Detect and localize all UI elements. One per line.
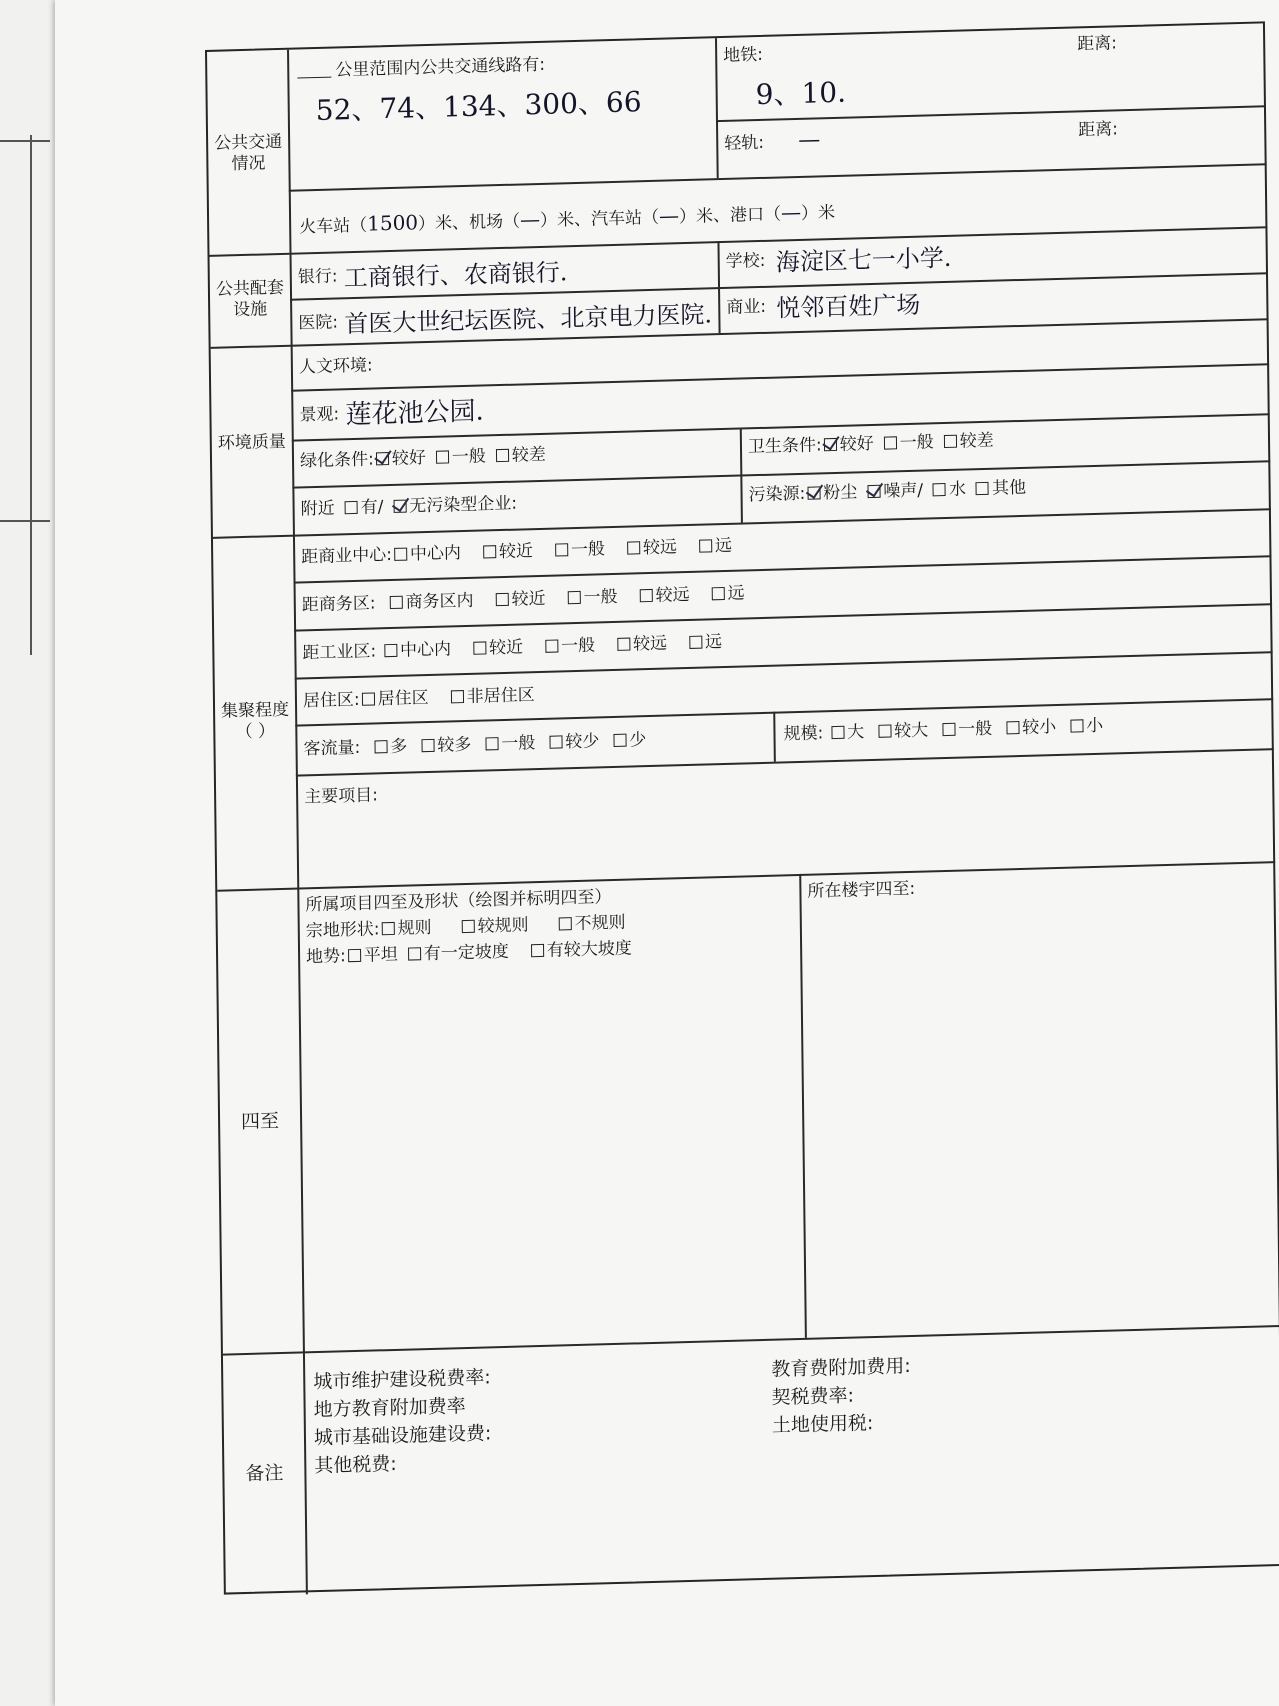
- hygiene-checkbox-average[interactable]: [884, 436, 897, 449]
- nearby-checkbox-has[interactable]: [345, 501, 358, 514]
- industrial-checkbox-0[interactable]: [384, 644, 397, 657]
- nearby-checkbox-none[interactable]: [393, 500, 406, 513]
- facilities-section-label: 公共配套 设施: [215, 277, 285, 321]
- hygiene-checkbox-good[interactable]: [824, 438, 837, 451]
- subway-value[interactable]: 9、10.: [755, 75, 847, 112]
- industrial-checkbox-1[interactable]: [473, 641, 486, 654]
- business-center-checkbox-3[interactable]: [627, 541, 640, 554]
- airport-distance-value[interactable]: —: [519, 206, 541, 232]
- project-boundaries-title: 所属项目四至及形状（绘图并标明四至）: [305, 887, 612, 916]
- remark-left-3: 其他税费:: [314, 1452, 397, 1478]
- school-value[interactable]: 海淀区七一小学.: [775, 243, 952, 277]
- residential-checkbox-no[interactable]: [451, 690, 464, 703]
- remark-right-1: 契税费率:: [771, 1384, 855, 1409]
- scale-row: 规模: 大 较大 一般 较小 小: [783, 715, 1104, 745]
- nearby-row: 附近 有/ 无污染型企业:: [300, 493, 518, 520]
- commerce-value[interactable]: 悦邻百姓广场: [776, 290, 921, 323]
- light-rail-label: 轻轨:: [724, 132, 765, 154]
- bank-label: 银行:: [297, 266, 338, 288]
- scale-checkbox-0[interactable]: [831, 726, 844, 739]
- residential-checkbox-yes[interactable]: [362, 692, 375, 705]
- bank-value[interactable]: 工商银行、农商银行.: [343, 258, 568, 293]
- industrial-checkbox-4[interactable]: [689, 636, 702, 649]
- residential-row: 居住区: 居住区 非居住区: [302, 685, 535, 712]
- pollution-checkbox-noise[interactable]: [867, 485, 880, 498]
- hospital-label: 医院:: [298, 312, 339, 334]
- plot-shape-row: 宗地形状: 规则 较规则 不规则: [305, 912, 626, 942]
- business-district-checkbox-1[interactable]: [495, 593, 508, 606]
- greening-checkbox-good[interactable]: [376, 452, 389, 465]
- hygiene-row: 卫生条件: 较好 一般 较差: [747, 430, 994, 458]
- business-district-checkbox-2[interactable]: [567, 591, 580, 604]
- light-rail-value[interactable]: —: [798, 127, 821, 153]
- scale-checkbox-3[interactable]: [1006, 721, 1019, 734]
- train-distance-value[interactable]: 1500: [367, 210, 419, 236]
- bus-station-distance-value[interactable]: —: [658, 203, 680, 228]
- culture-label: 人文环境:: [298, 355, 373, 378]
- traffic-checkbox-0[interactable]: [374, 740, 387, 753]
- school-label: 学校:: [725, 250, 766, 272]
- main-projects-label: 主要项目:: [304, 785, 379, 808]
- business-center-checkbox-2[interactable]: [555, 543, 568, 556]
- industrial-row: 距工业区: 中心内 较近 一般 较远 远: [302, 632, 723, 664]
- routes-value[interactable]: 52、74、134、300、66: [315, 85, 642, 128]
- terrain-row: 地势: 平坦 有一定坡度 有较大坡度: [305, 938, 632, 968]
- agglomeration-section-label: 集聚程度 （ ）: [220, 699, 290, 743]
- stations-line: 火车站（1500）米、机场（—）米、汽车站（—）米、港口（—）米: [299, 199, 836, 238]
- scenery-value[interactable]: 莲花池公园.: [345, 396, 484, 431]
- remark-left-2: 城市基础设施建设费:: [313, 1422, 492, 1450]
- terrain-checkbox-slight-slope[interactable]: [408, 947, 421, 960]
- building-boundaries-label: 所在楼宇四至:: [807, 878, 916, 902]
- business-district-row: 距商务区: 商务区内 较近 一般 较远 远: [301, 583, 745, 616]
- greening-row: 绿化条件: 较好 一般 较差: [299, 444, 546, 472]
- terrain-checkbox-steep-slope[interactable]: [531, 944, 544, 957]
- transport-section-label: 公共交通 情况: [214, 131, 283, 175]
- shape-checkbox-irregular[interactable]: [558, 917, 571, 930]
- business-center-row: 距商业中心: 中心内 较近 一般 较远 远: [301, 535, 733, 568]
- hygiene-checkbox-poor[interactable]: [944, 435, 957, 448]
- remark-right-2: 土地使用税:: [771, 1412, 874, 1437]
- pollution-checkbox-other[interactable]: [976, 482, 989, 495]
- boundaries-section-label: 四至: [240, 1110, 280, 1134]
- greening-checkbox-poor[interactable]: [496, 449, 509, 462]
- commerce-label: 商业:: [726, 296, 767, 318]
- greening-checkbox-average[interactable]: [436, 450, 449, 463]
- pollution-row: 污染源: 粉尘 噪声/ 水 其他: [748, 477, 1027, 506]
- shape-checkbox-regular[interactable]: [381, 922, 394, 935]
- routes-label: 公里范围内公共交通线路有:: [297, 55, 545, 82]
- pollution-checkbox-water[interactable]: [933, 483, 946, 496]
- scale-checkbox-2[interactable]: [942, 723, 955, 736]
- distance-label-light-rail: 距离:: [1078, 119, 1119, 141]
- remark-right-0: 教育费附加费用:: [771, 1355, 911, 1381]
- business-district-checkbox-0[interactable]: [389, 596, 402, 609]
- remarks-section-label: 备注: [245, 1461, 284, 1486]
- traffic-checkbox-2[interactable]: [485, 737, 498, 750]
- traffic-checkbox-1[interactable]: [421, 739, 434, 752]
- shape-checkbox-fairly-regular[interactable]: [461, 920, 474, 933]
- scale-checkbox-4[interactable]: [1070, 719, 1083, 732]
- scale-checkbox-1[interactable]: [878, 724, 891, 737]
- form-page: [55, 0, 1279, 1706]
- traffic-row: 客流量: 多 较多 一般 较少 少: [303, 730, 647, 760]
- terrain-checkbox-flat[interactable]: [348, 949, 361, 962]
- industrial-checkbox-3[interactable]: [617, 638, 630, 651]
- business-center-checkbox-0[interactable]: [394, 548, 407, 561]
- port-distance-value[interactable]: —: [780, 199, 802, 225]
- scenery-label: 景观:: [299, 404, 340, 426]
- traffic-checkbox-3[interactable]: [549, 735, 562, 748]
- hospital-value[interactable]: 首医大世纪坛医院、北京电力医院.: [344, 300, 713, 339]
- environment-section-label: 环境质量: [217, 431, 286, 454]
- traffic-checkbox-4[interactable]: [613, 734, 626, 747]
- business-district-checkbox-3[interactable]: [639, 589, 652, 602]
- remark-left-1: 地方教育附加费率: [313, 1395, 466, 1422]
- distance-label-subway: 距离:: [1077, 33, 1118, 55]
- survey-form-table: [205, 21, 1279, 1594]
- industrial-checkbox-2[interactable]: [545, 639, 558, 652]
- business-center-checkbox-4[interactable]: [699, 539, 712, 552]
- subway-label: 地铁:: [723, 44, 764, 66]
- business-district-checkbox-4[interactable]: [711, 587, 724, 600]
- business-center-checkbox-1[interactable]: [483, 545, 496, 558]
- pollution-checkbox-dust[interactable]: [807, 486, 820, 499]
- remark-left-0: 城市维护建设税费率:: [313, 1366, 491, 1394]
